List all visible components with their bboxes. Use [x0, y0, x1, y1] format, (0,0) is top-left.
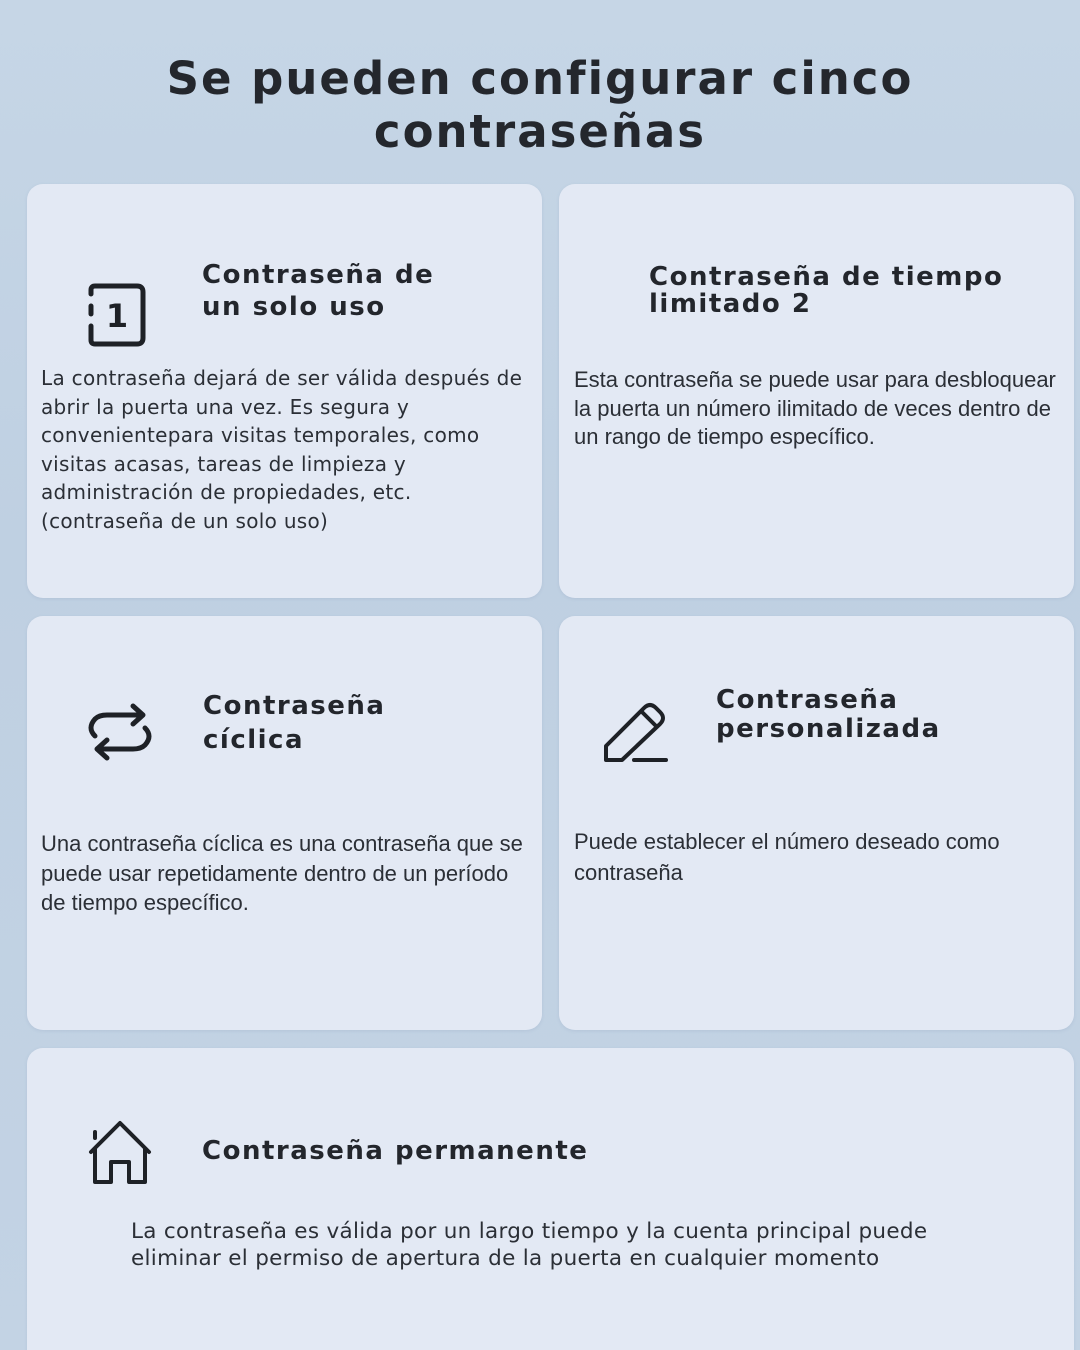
number-one-label: 1 — [105, 297, 129, 335]
card-time-limited-password — [559, 184, 1074, 598]
card-description: La contraseña es válida por un largo tiempo y la cuenta principal puede eliminar el permiso de apertura de la puerta en cualquier momento — [131, 1219, 928, 1271]
card-title: Contraseña de un solo uso — [202, 260, 435, 322]
card-description: Puede establecer el número deseado como contraseña — [574, 829, 1000, 885]
card-one-time-password — [27, 184, 542, 598]
number-one-icon — [83, 282, 149, 348]
page-title: Se pueden configurar cinco contraseñas — [166, 52, 914, 158]
card-custom-password — [559, 616, 1074, 1030]
card-cyclic-password — [27, 616, 542, 1030]
card-title: Contraseña cíclica — [203, 691, 386, 755]
card-description: Una contraseña cíclica es una contraseña que se puede usar repetidamente dentro de un período de tiempo específico. — [41, 831, 523, 915]
card-title: Contraseña permanente — [202, 1136, 589, 1166]
card-permanent-password — [27, 1048, 1074, 1350]
card-title: Contraseña personalizada — [716, 685, 941, 744]
card-title: Contraseña de tiempo limitado 2 — [649, 262, 1004, 319]
pencil-edit-icon — [600, 698, 672, 766]
card-description: Esta contraseña se puede usar para desbloquear la puerta un número ilimitado de veces dentro de un rango de tiempo específico. — [574, 367, 1056, 449]
card-description: La contraseña dejará de ser válida después de abrir la puerta una vez. Es segura y convenientepara visitas temporales, como visitas acasas, tareas de limpieza y administración de propiedades, etc. (contraseña de un solo uso) — [41, 366, 523, 533]
house-icon — [85, 1118, 155, 1188]
cycle-arrows-icon — [83, 702, 157, 762]
